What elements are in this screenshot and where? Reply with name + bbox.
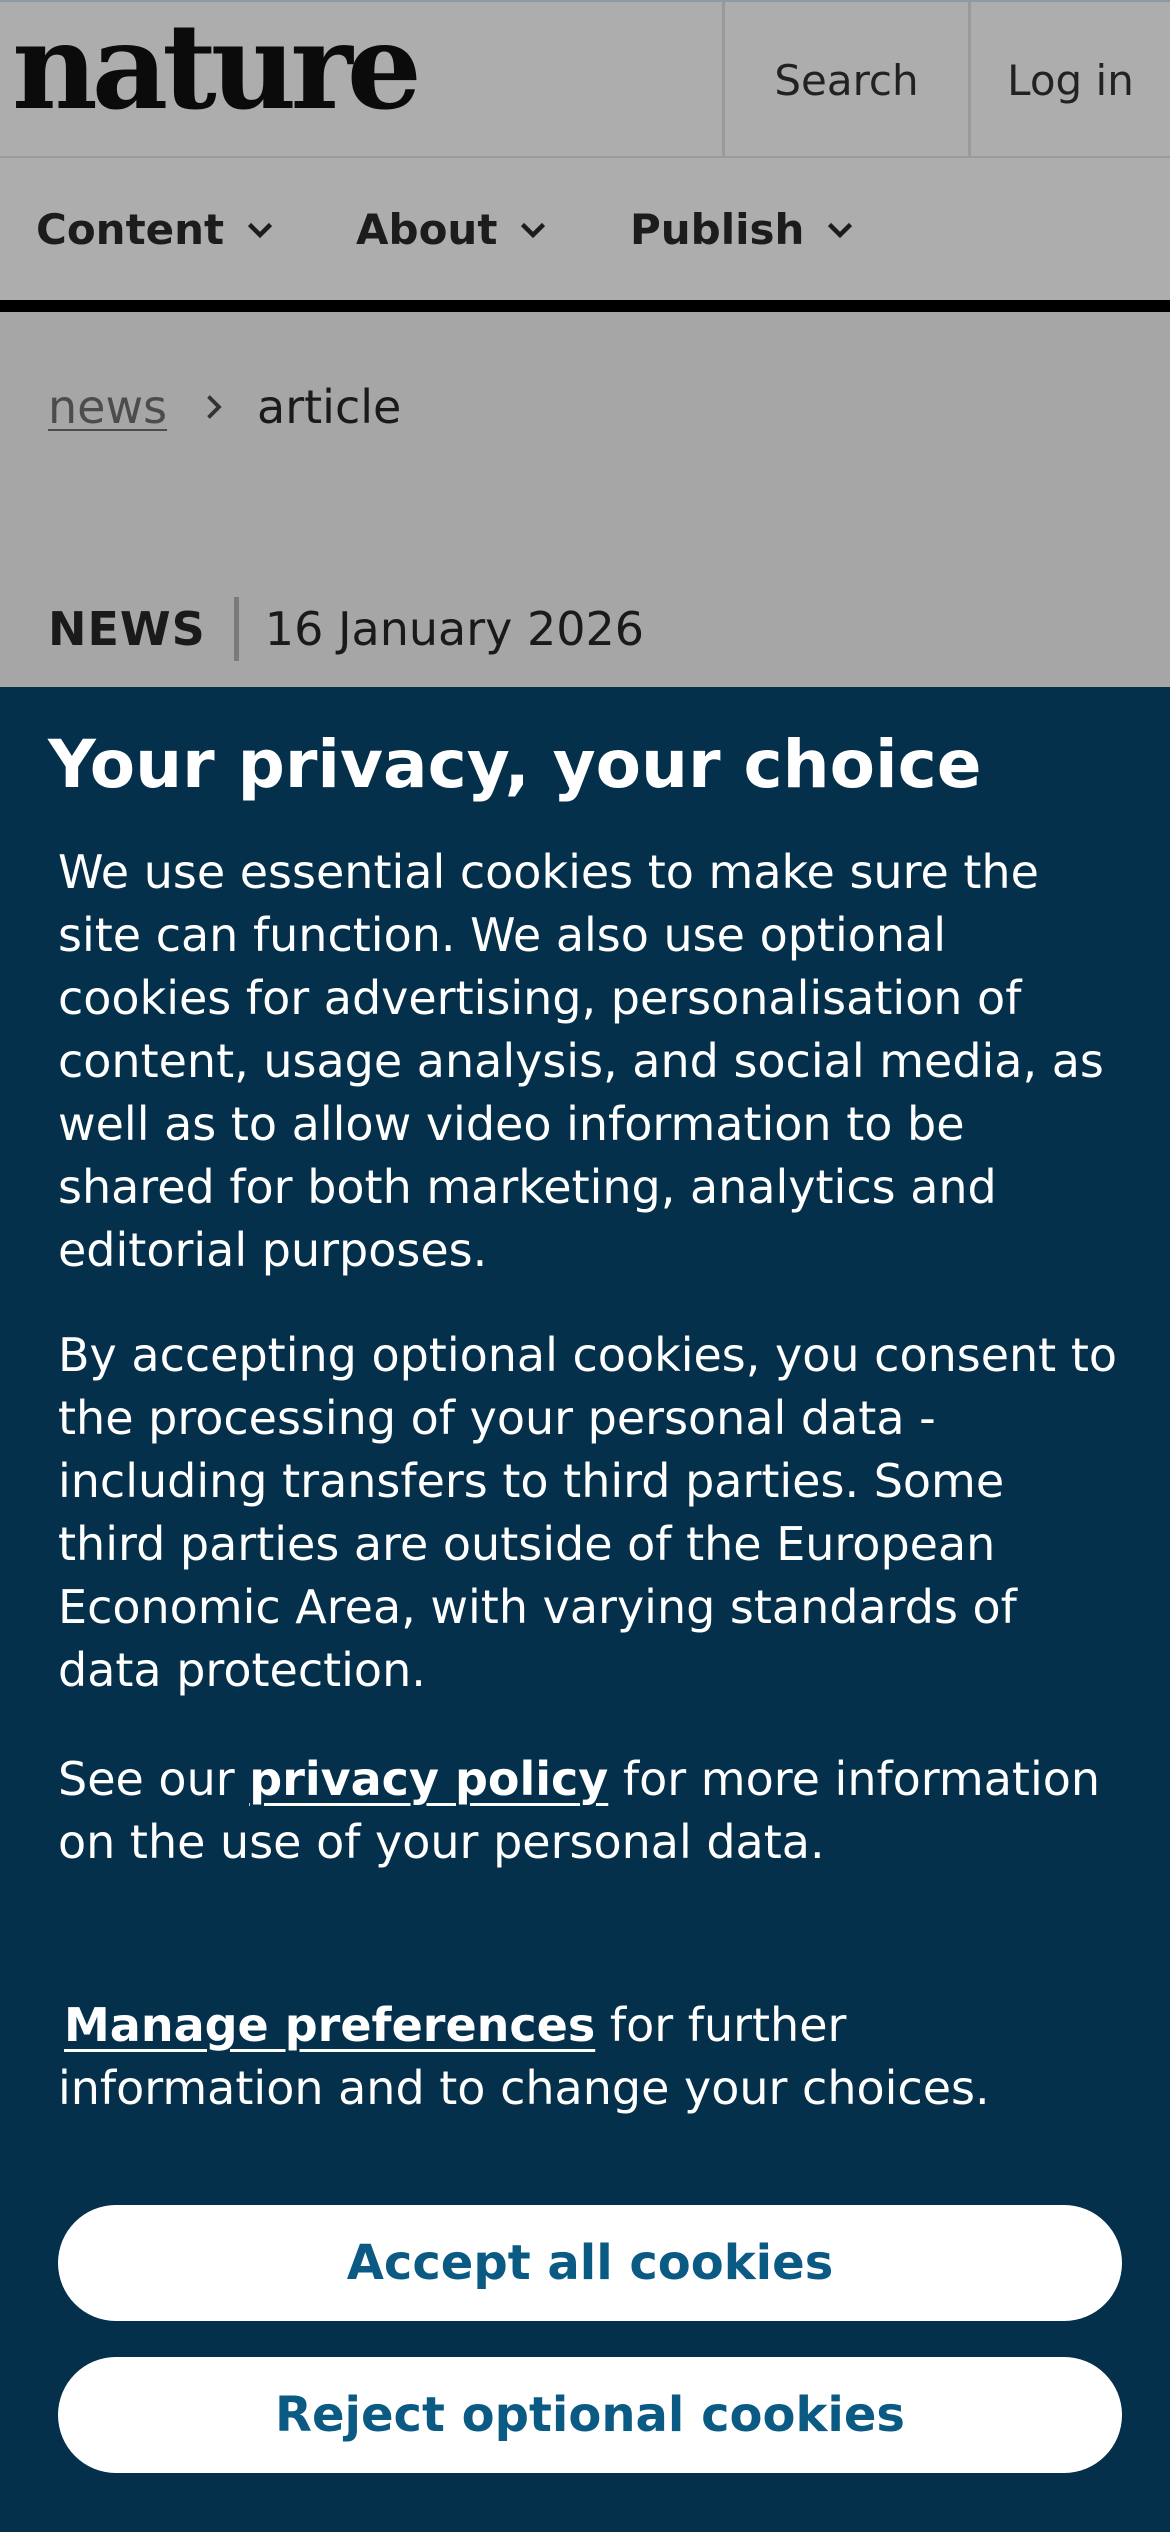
privacy-policy-link[interactable]: privacy policy (249, 1752, 609, 1806)
breadcrumb-news-link[interactable]: news (48, 380, 168, 434)
nav-item-about[interactable] (356, 158, 551, 300)
reject-optional-cookies-button[interactable]: Reject optional cookies (58, 2357, 1122, 2473)
chevron-down-icon (515, 211, 551, 247)
nav-item-label: About (356, 204, 498, 254)
article-meta (48, 596, 644, 662)
nav-item-label: Publish (630, 204, 805, 254)
chevron-down-icon (242, 211, 278, 247)
cookie-paragraph-privacy (58, 1748, 1118, 1874)
cookie-paragraph-preferences (58, 1994, 1118, 2120)
nav-item-content[interactable] (36, 158, 278, 300)
accept-all-cookies-button[interactable]: Accept all cookies (58, 2205, 1122, 2321)
breadcrumb-current: article (257, 380, 402, 434)
article-type-label: NEWS (48, 602, 206, 656)
login-button[interactable]: Log in (968, 2, 1170, 158)
breadcrumb (48, 380, 401, 434)
search-button[interactable]: Search (722, 2, 968, 158)
chevron-down-icon (822, 211, 858, 247)
meta-divider (234, 597, 239, 661)
preferences-suffix-text: for further information and to change your choices. (58, 1998, 990, 2115)
privacy-prefix-text: See our (58, 1752, 250, 1806)
privacy-suffix-text: for more information on the use of your personal data. (58, 1752, 1101, 1869)
main-nav (0, 158, 1170, 312)
cookie-dialog-title: Your privacy, your choice (48, 726, 982, 803)
cookie-paragraph-essential: We use essential cookies to make sure the site can function. We also use optional cookies for advertising, personalisation of content, usage analysis, and social media, as well as to allow video information to be shared for both marketing, analytics and editorial purposes. (58, 845, 1104, 1277)
nature-logo[interactable]: nature (12, 0, 416, 136)
cookie-paragraph-consent: By accepting optional cookies, you consent to the processing of your personal data - including transfers to third parties. Some third parties are outside of the European Economic Area, with varying standards of data protection. (58, 1328, 1118, 1697)
manage-preferences-link[interactable]: Manage preferences (64, 1998, 596, 2052)
nav-item-publish[interactable] (630, 158, 858, 300)
nav-item-label: Content (36, 204, 225, 254)
site-header (0, 0, 1170, 158)
article-date: 16 January 2026 (264, 602, 645, 656)
cookie-consent-dialog (0, 687, 1170, 2532)
chevron-right-icon (195, 389, 231, 425)
